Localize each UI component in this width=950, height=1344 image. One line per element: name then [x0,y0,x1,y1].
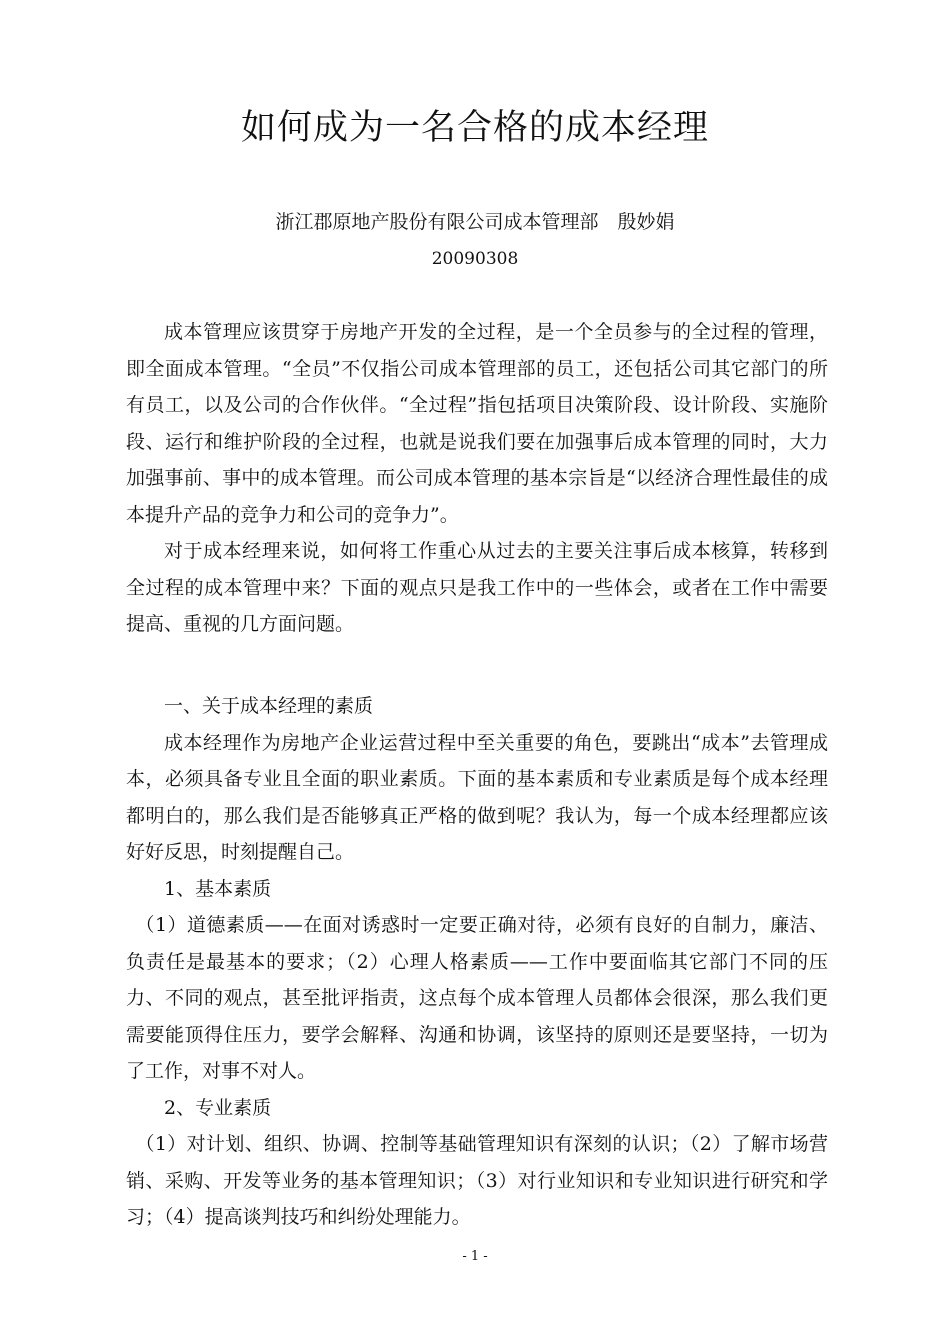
author-line: 浙江郡原地产股份有限公司成本管理部 殷妙娟 [275,211,675,233]
document-date: 20090308 [431,249,519,269]
page-number: - 1 - [462,1249,488,1264]
intro-paragraph-1: 成本管理应该贯穿于房地产开发的全过程，是一个全员参与的全过程的管理，即全面成本管理。“全员”不仅指公司成本管理部的员工，还包括公司其它部门的所有员工，以及公司的合作伙伴。“全过程”指包括项目决策阶段、设计阶段、实施阶段、运行和维护阶段的全过程，也就是说我们要在加强事后成本管理的同时，大力加强事前、事中的成本管理。而公司成本管理的基本宗旨是“以经济合理性最佳的成本提升产品的竞争力和公司的竞争力”。 [126,321,828,526]
section-quality [126,688,828,1236]
section-1-paragraph: 成本经理作为房地产企业运营过程中至关重要的角色，要跳出“成本”去管理成本，必须具备专业且全面的职业素质。下面的基本素质和专业素质是每个成本经理都明白的，那么我们是否能够真正严格的做到呢？我认为，每一个成本经理都应该好好反思，时刻提醒自己。 [126,731,828,863]
subsection-professional-heading: 2、专业素质 [164,1096,272,1119]
subsection-basic-heading: 1、基本素质 [164,877,272,900]
document-title: 如何成为一名合格的成本经理 [240,108,709,148]
section-1-heading: 一、关于成本经理的素质 [164,695,374,717]
intro-paragraph-2: 对于成本经理来说，如何将工作重心从过去的主要关注事后成本核算，转移到全过程的成本管理中来？下面的观点只是我工作中的一些体会，或者在工作中需要提高、重视的几方面问题。 [126,540,828,635]
subsection-professional-text: （1）对计划、组织、协调、控制等基础管理知识有深刻的认识；（2）了解市场营销、采购、开发等业务的基本管理知识；（3）对行业知识和专业知识进行研究和学习；（4）提高谈判技巧和纠纷处理能力。 [126,1133,828,1228]
intro-section [126,314,828,643]
subsection-basic-text: （1）道德素质——在面对诱惑时一定要正确对待，必须有良好的自制力，廉洁、负责任是最基本的要求；（2）心理人格素质——工作中要面临其它部门不同的压力、不同的观点，甚至批评指责，这点每个成本管理人员都体会很深，那么我们更需要能顶得住压力，要学会解释、沟通和协调，该坚持的原则还是要坚持，一切为了工作，对事不对人。 [126,914,828,1082]
